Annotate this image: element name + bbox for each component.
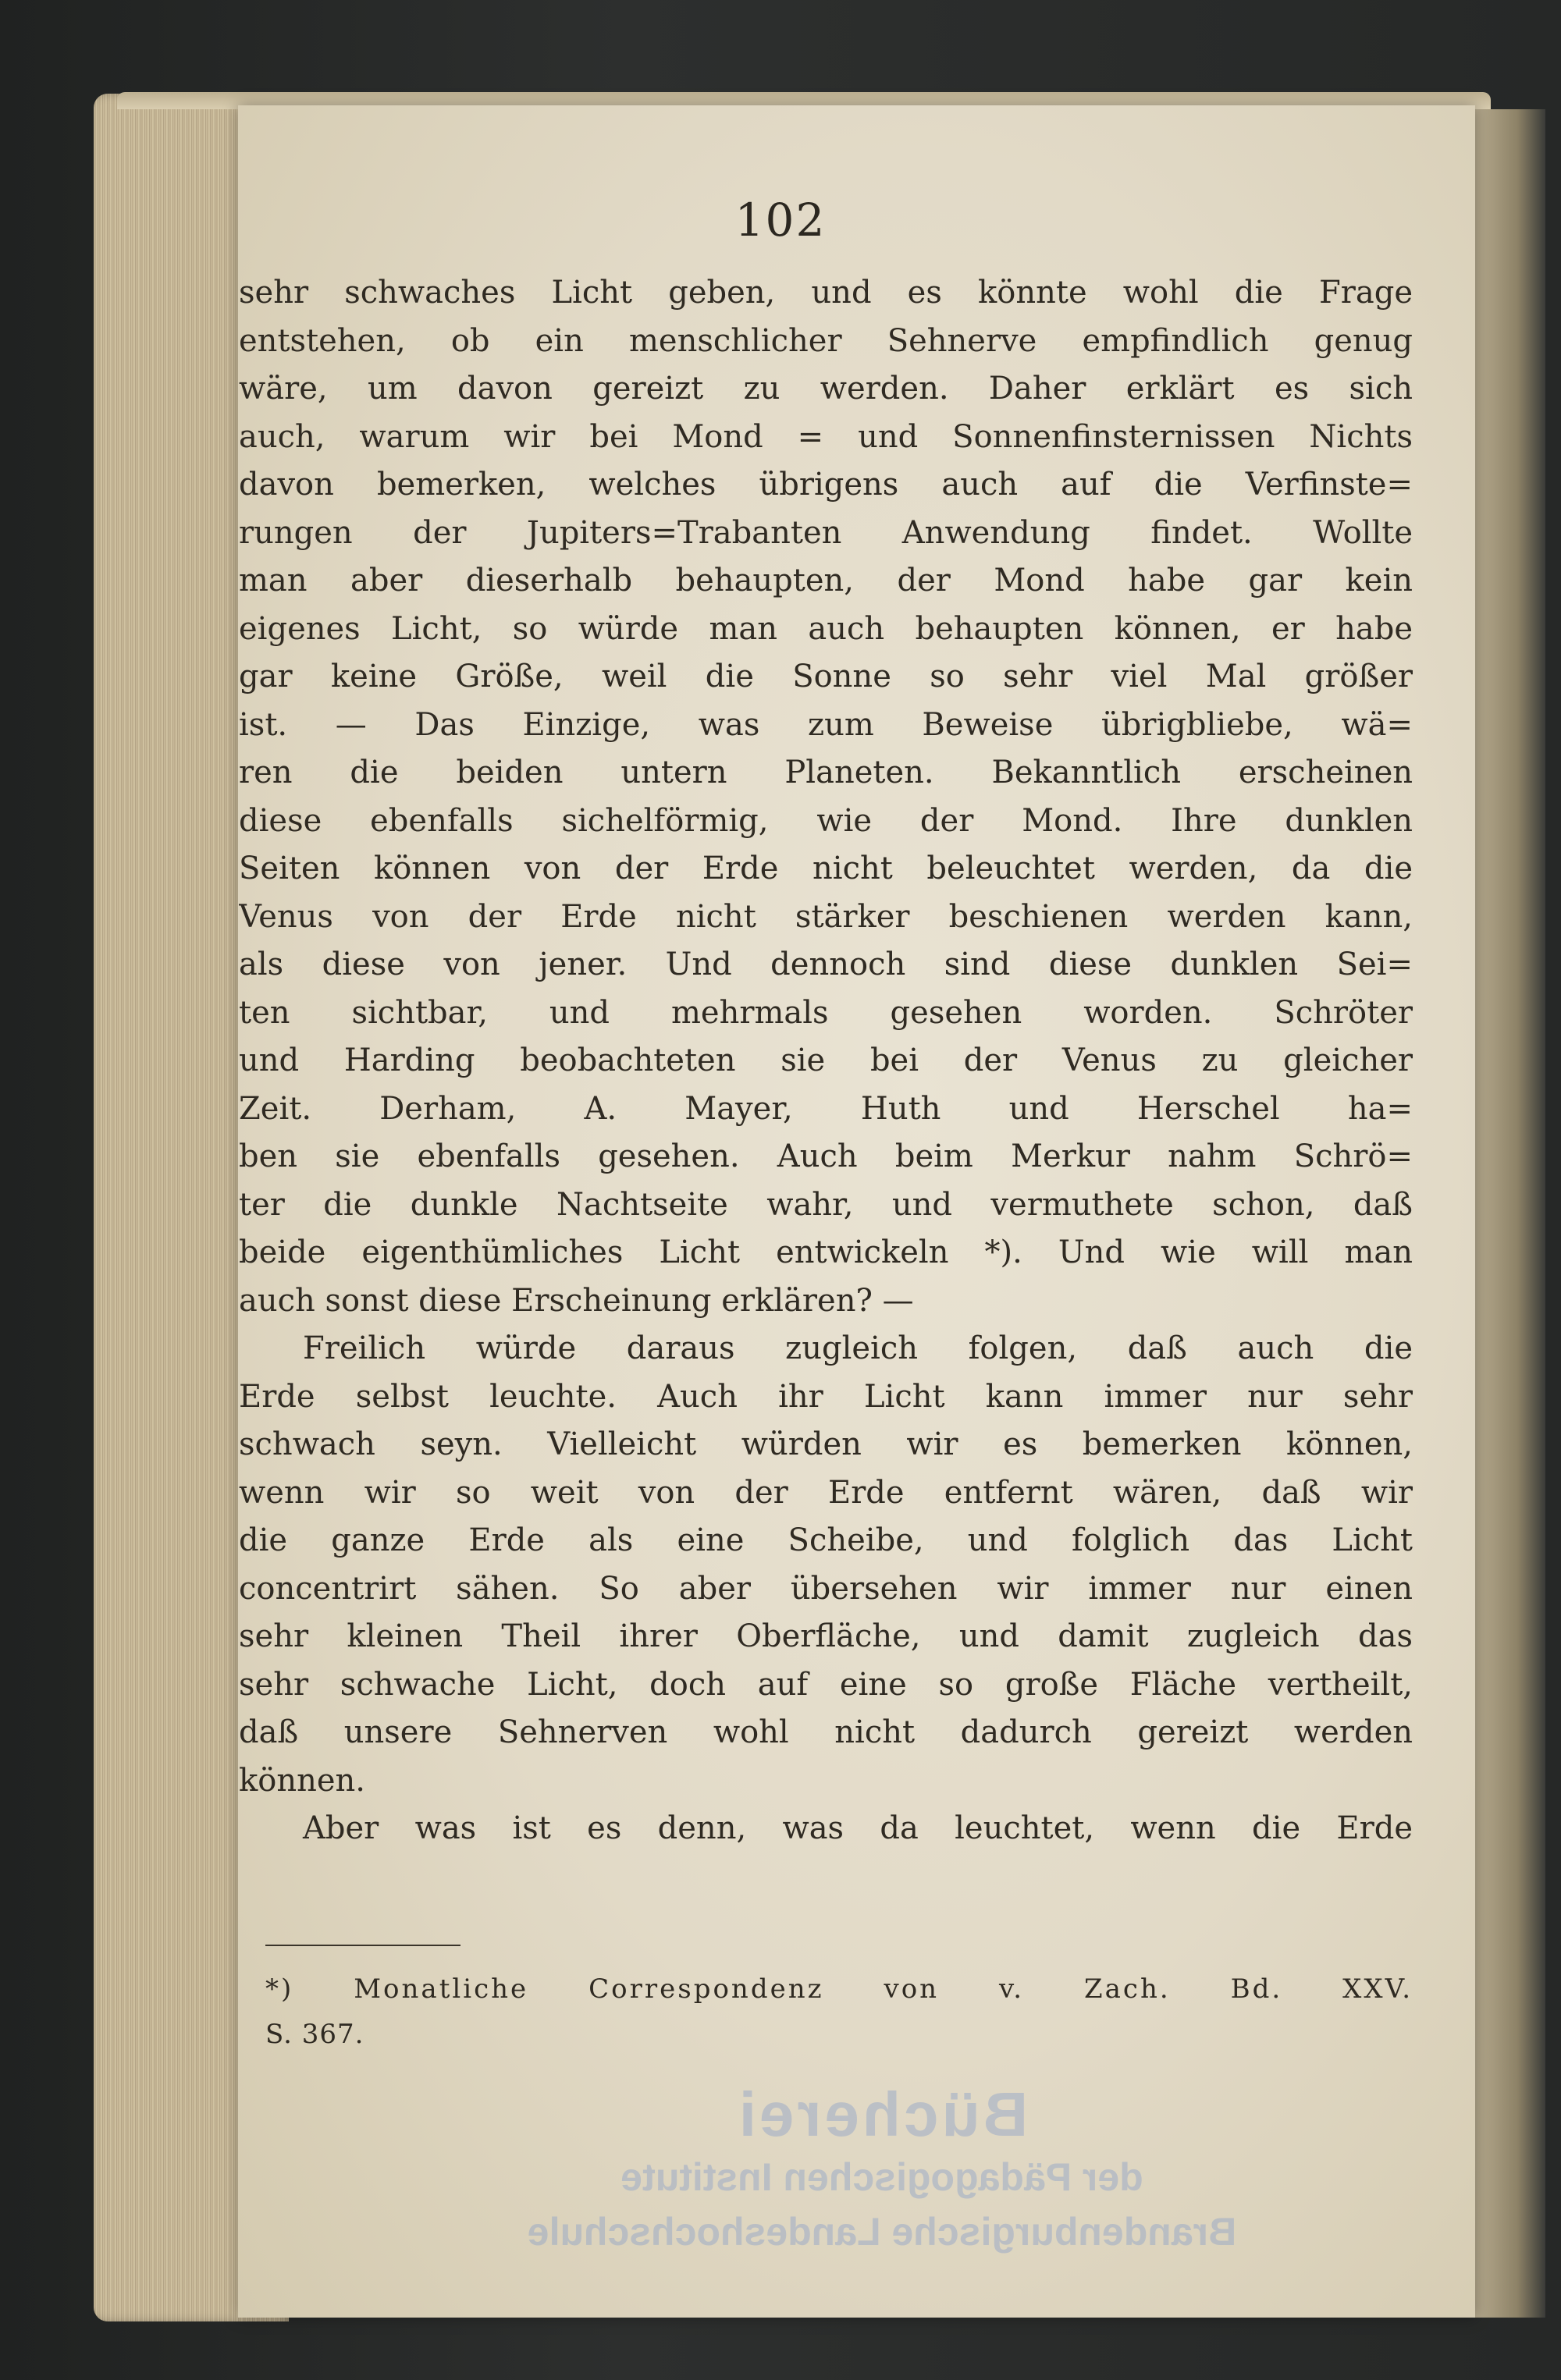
- text-line: auch, warum wir bei Mond = und Sonnenfinsternissen Nichts: [239, 418, 1413, 455]
- text-line: ren die beiden untern Planeten. Bekanntlich erscheinen: [239, 755, 1413, 790]
- text-line: Venus von der Erde nicht stärker beschienen werden kann,: [239, 898, 1413, 935]
- text-line: concentrirt sähen. So aber übersehen wir immer nur einen: [239, 1570, 1413, 1607]
- text-line: beide eigenthümliches Licht entwickeln *). Und wie will man: [239, 1234, 1413, 1270]
- page-number: 102: [734, 194, 827, 247]
- text-line: Aber was ist es denn, was da leuchtet, wenn die Erde: [303, 1810, 1413, 1846]
- text-line: wenn wir so weit von der Erde entfernt wären, daß wir: [239, 1474, 1413, 1511]
- text-line: Seiten können von der Erde nicht beleuchtet werden, da die: [239, 851, 1413, 886]
- text-line: auch sonst diese Erscheinung erklären? —: [239, 1282, 914, 1319]
- text-line: daß unsere Sehnerven wohl nicht dadurch gereizt werden: [239, 1714, 1413, 1750]
- stamp-line: Bücherei: [735, 2080, 1029, 2149]
- text-line: wäre, um davon gereizt zu werden. Daher erklärt es sich: [239, 371, 1413, 407]
- footnote-line: *) Monatliche Correspondenz von v. Zach. Bd. XXV.: [265, 1973, 1413, 2005]
- library-stamp: [437, 2080, 1327, 2259]
- text-line: gar keine Größe, weil die Sonne so sehr viel Mal größer: [239, 659, 1413, 694]
- text-line: ben sie ebenfalls gesehen. Auch beim Merkur nahm Schrö=: [239, 1138, 1413, 1174]
- text-line: eigenes Licht, so würde man auch behaupten können, er habe: [239, 610, 1413, 647]
- text-line: als diese von jener. Und dennoch sind diese dunklen Sei=: [239, 947, 1413, 982]
- text-line: davon bemerken, welches übrigens auch auf die Verfinste=: [239, 467, 1413, 503]
- facing-page-edge: [1475, 109, 1545, 2318]
- footnote-line: S. 367.: [265, 2019, 364, 2050]
- text-line: ten sichtbar, und mehrmals gesehen worden. Schröter: [239, 994, 1413, 1031]
- text-line: Zeit. Derham, A. Mayer, Huth und Herschel ha=: [239, 1090, 1413, 1127]
- text-line: und Harding beobachteten sie bei der Venus zu gleicher: [239, 1043, 1413, 1078]
- text-line: diese ebenfalls sichelförmig, wie der Mond. Ihre dunklen: [239, 802, 1413, 839]
- text-line: sehr schwaches Licht geben, und es könnte wohl die Frage: [239, 275, 1413, 311]
- stamp-line: Brandenburgische Landeshochschule: [527, 2210, 1237, 2254]
- text-line: entstehen, ob ein menschlicher Sehnerve empfindlich genug: [239, 322, 1413, 359]
- text-line: die ganze Erde als eine Scheibe, und folglich das Licht: [239, 1522, 1413, 1558]
- footnote-rule: [265, 1945, 460, 1946]
- text-line: Freilich würde daraus zugleich folgen, daß auch die: [303, 1330, 1413, 1366]
- stamp-line: der Pädagogischen Institute: [620, 2155, 1143, 2199]
- text-line: man aber dieserhalb behaupten, der Mond habe gar kein: [239, 563, 1413, 599]
- body-text: [239, 269, 1413, 1853]
- text-line: ist. — Das Einzige, was zum Beweise übrigbliebe, wä=: [239, 706, 1413, 743]
- text-line: ter die dunkle Nachtseite wahr, und vermuthete schon, daß: [239, 1186, 1413, 1223]
- text-line: schwach seyn. Vielleicht würden wir es bemerken können,: [239, 1426, 1413, 1462]
- text-line: sehr schwache Licht, doch auf eine so große Fläche vertheilt,: [239, 1666, 1413, 1703]
- footnote: [265, 1966, 1413, 2057]
- text-line: rungen der Jupiters=Trabanten Anwendung findet. Wollte: [239, 514, 1413, 551]
- text-line: sehr kleinen Theil ihrer Oberfläche, und damit zugleich das: [239, 1618, 1413, 1654]
- text-line: können.: [239, 1762, 365, 1799]
- text-line: Erde selbst leuchte. Auch ihr Licht kann immer nur sehr: [239, 1378, 1413, 1415]
